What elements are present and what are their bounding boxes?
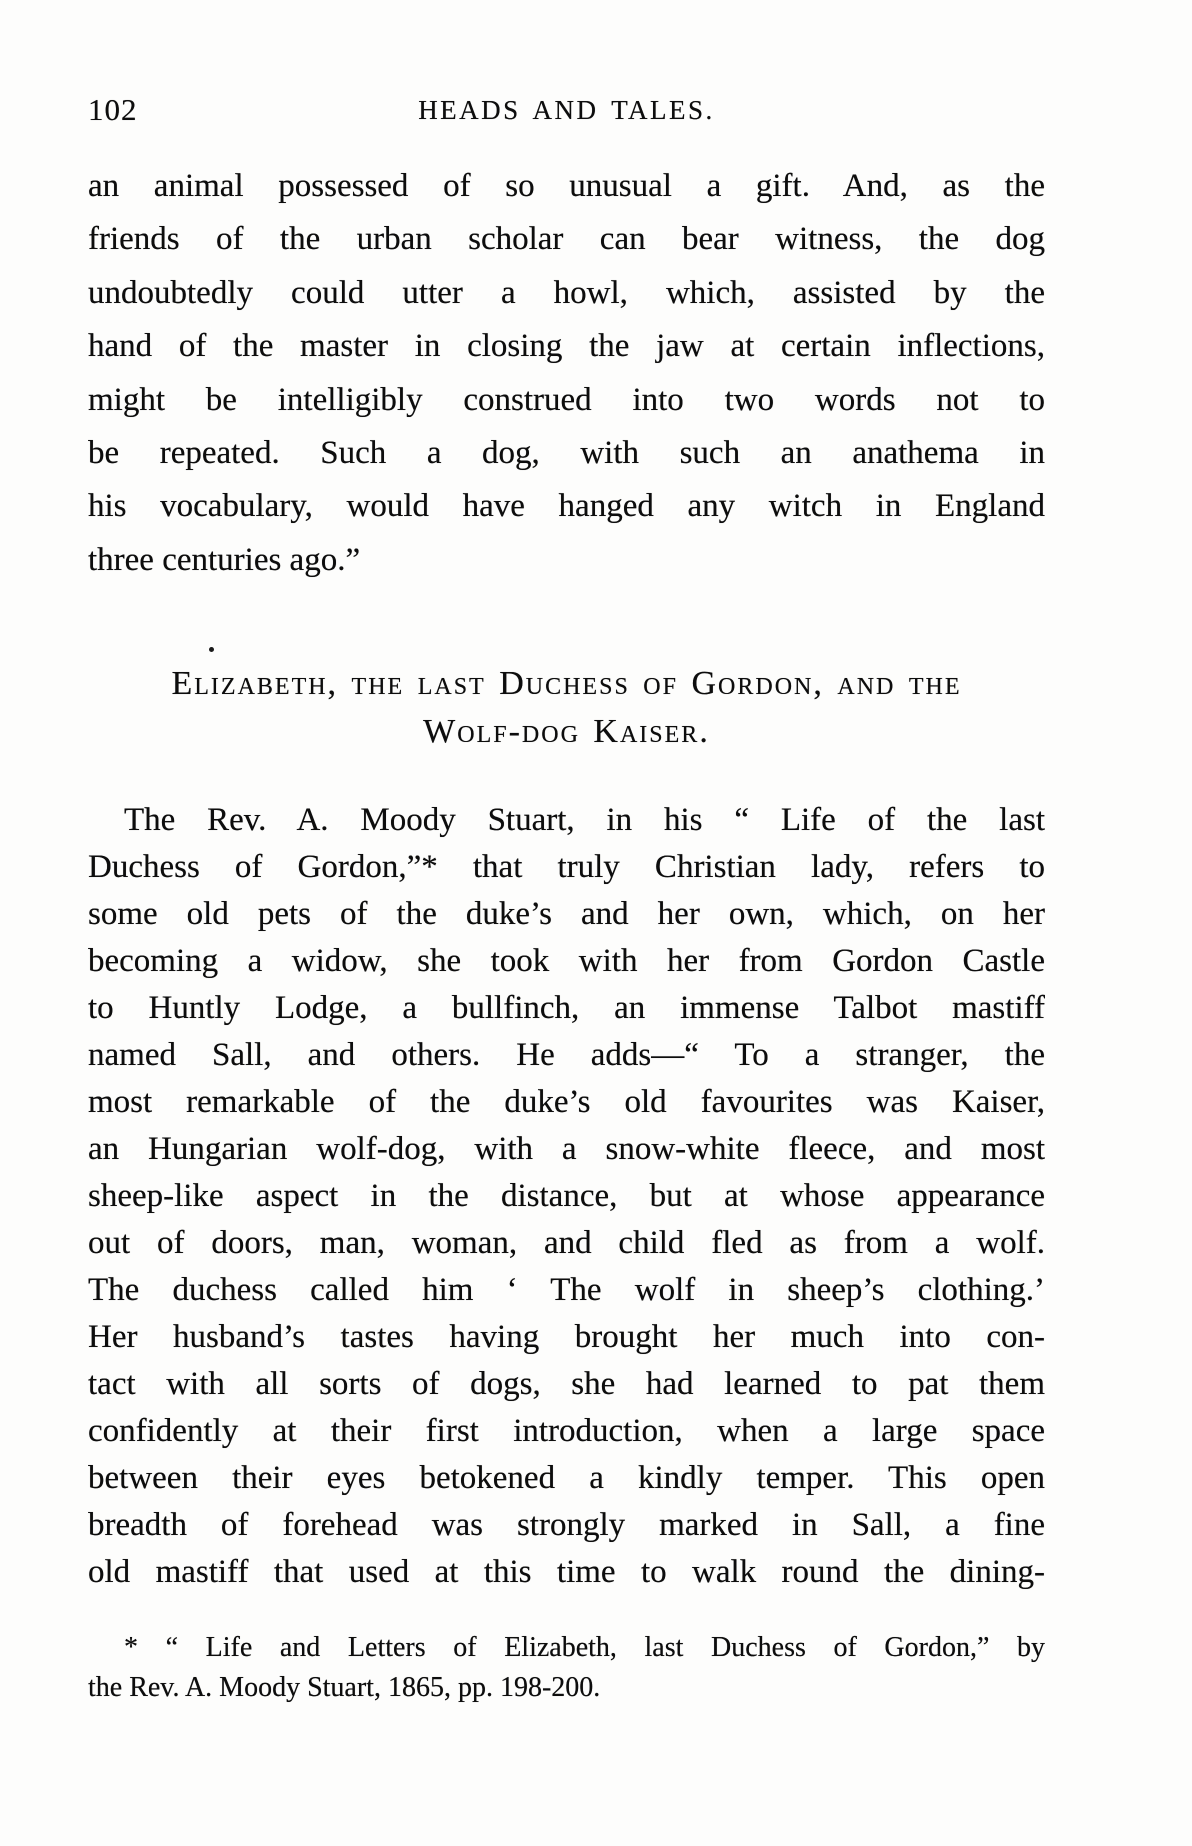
text-line: Her husband’s tastes having brought her much into con- [88,1319,1045,1355]
section-heading-line-1: Elizabeth, the last Duchess of Gordon, and the [171,665,962,702]
text-line: undoubtedly could utter a howl, which, assisted by the [88,274,1045,311]
text-line: some old pets of the duke’s and her own, which, on her [88,896,1045,932]
text-line: his vocabulary, would have hanged any witch in England [88,488,1045,525]
footnote [88,1628,1045,1708]
page-number: 102 [88,92,138,127]
text-line: might be intelligibly construed into two words not to [88,381,1045,418]
text-line: most remarkable of the duke’s old favourites was Kaiser, [88,1084,1045,1120]
footnote-line: the Rev. A. Moody Stuart, 1865, pp. 198-200. [88,1672,601,1703]
text-line: becoming a widow, she took with her from Gordon Castle [88,943,1045,979]
text-line: to Huntly Lodge, a bullfinch, an immense Talbot mastiff [88,990,1045,1026]
paragraph-main [88,797,1045,1596]
footnote-line: * “ Life and Letters of Elizabeth, last Duchess of Gordon,” by [124,1632,1045,1663]
text-line: be repeated. Such a dog, with such an anathema in [88,434,1045,471]
text-line: three centuries ago.” [88,541,361,578]
text-line: tact with all sorts of dogs, she had learned to pat them [88,1366,1045,1402]
text-line: out of doors, man, woman, and child fled as from a wolf. [88,1225,1045,1261]
ink-speck [209,647,214,652]
text-line: The duchess called him ‘ The wolf in sheep’s clothing.’ [88,1272,1045,1308]
paragraph-continuation [88,160,1045,587]
text-line: an Hungarian wolf-dog, with a snow-white fleece, and most [88,1131,1045,1167]
text-line: breadth of forehead was strongly marked in Sall, a fine [88,1507,1045,1543]
text-line: between their eyes betokened a kindly temper. This open [88,1460,1045,1496]
text-line: named Sall, and others. He adds—“ To a stranger, the [88,1037,1045,1073]
section-heading [88,660,1045,756]
text-line: The Rev. A. Moody Stuart, in his “ Life of the last [124,802,1045,838]
text-line: friends of the urban scholar can bear witness, the dog [88,221,1045,258]
page-header [88,92,1045,128]
text-line: confidently at their first introduction, when a large space [88,1413,1045,1449]
running-title: HEADS AND TALES. [418,95,715,125]
text-line: hand of the master in closing the jaw at certain inflections, [88,328,1045,365]
text-line: an animal possessed of so unusual a gift. And, as the [88,168,1045,204]
text-line: sheep-like aspect in the distance, but at whose appearance [88,1178,1045,1214]
text-line: old mastiff that used at this time to walk round the dining- [88,1554,1045,1590]
section-heading-line-2: Wolf-dog Kaiser. [423,713,710,750]
text-line: Duchess of Gordon,”* that truly Christian lady, refers to [88,849,1045,885]
